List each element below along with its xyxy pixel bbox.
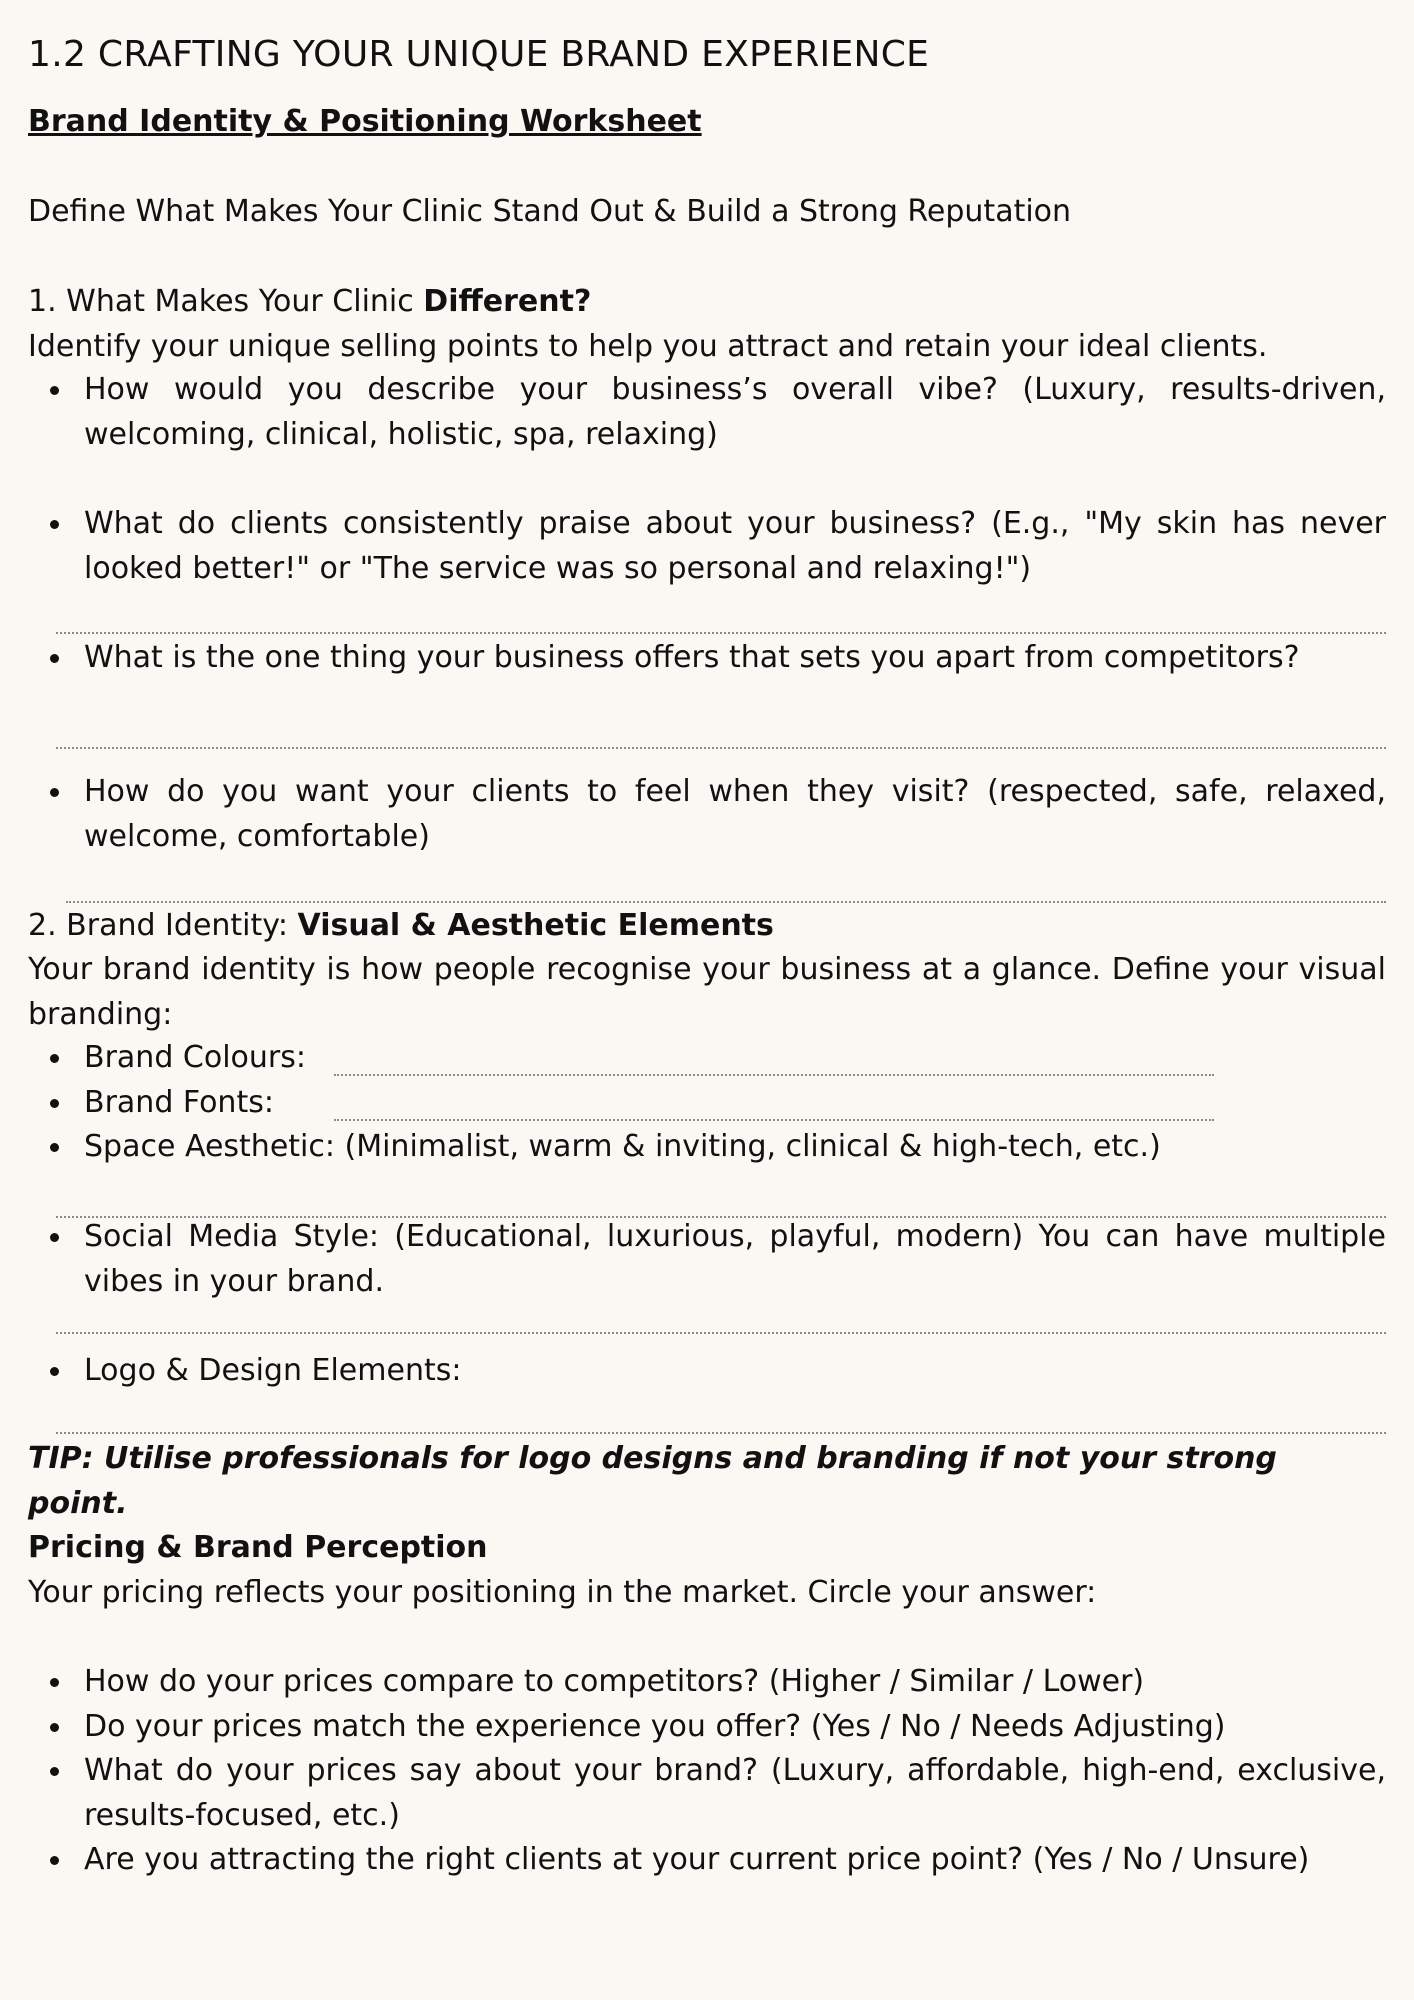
intro-text: Define What Makes Your Clinic Stand Out & Build a Strong Reputation: [28, 194, 1072, 229]
list-item: What do your prices say about your brand? (Luxury, affordable, high-end, exclusive, results-focused, etc.): [28, 1749, 1386, 1838]
brand-fonts-input-line[interactable]: [334, 1119, 1214, 1121]
social-media-style-item: Social Media Style: (Educational, luxurious, playful, modern) You can have multiple vibes in your brand.: [28, 1215, 1386, 1304]
section2-heading: [28, 904, 1386, 949]
section1-question-list: [28, 770, 1386, 859]
answer-line[interactable]: [56, 1432, 1386, 1434]
section1-question-list: [28, 636, 1386, 681]
section1-question-list: [28, 502, 1386, 591]
answer-line[interactable]: [56, 747, 1386, 749]
visual-elements-list: [28, 1036, 1386, 1170]
brand-fonts-item: [28, 1081, 1386, 1126]
list-item: How do you want your clients to feel when they visit? (respected, safe, relaxed, welcome, comfortable): [28, 770, 1386, 859]
brand-fonts-label: Brand Fonts:: [84, 1084, 274, 1120]
list-item: What is the one thing your business offers that sets you apart from competitors?: [28, 636, 1386, 681]
section1-heading-prefix: 1. What Makes Your Clinic: [28, 284, 424, 319]
section1-heading-bold: Different?: [423, 284, 592, 319]
visual-elements-list: [28, 1215, 1386, 1304]
list-item: How do your prices compare to competitors? (Higher / Similar / Lower): [28, 1660, 1386, 1705]
section2-heading-prefix: 2. Brand Identity:: [28, 908, 298, 943]
page-title: 1.2 CRAFTING YOUR UNIQUE BRAND EXPERIENCE: [28, 34, 930, 75]
section2-heading-bold: Visual & Aesthetic Elements: [297, 908, 774, 943]
section1-heading: [28, 280, 1386, 325]
tip-text: TIP: Utilise professionals for logo designs and branding if not your strong point.: [28, 1441, 1277, 1521]
section1-description: Identify your unique selling points to help you attract and retain your ideal clients.: [28, 329, 1268, 364]
pricing-question-list: [28, 1660, 1386, 1883]
brand-colours-label: Brand Colours:: [84, 1040, 306, 1075]
visual-elements-list: [28, 1349, 1386, 1394]
pricing-heading: Pricing & Brand Perception: [28, 1530, 488, 1565]
section2-description: Your brand identity is how people recognise your business at a glance. Define your visual branding:: [28, 952, 1386, 1032]
brand-colours-item: [28, 1036, 1386, 1081]
answer-line[interactable]: [66, 901, 1386, 903]
pricing-description: Your pricing reflects your positioning in the market. Circle your answer:: [28, 1575, 1097, 1610]
answer-line[interactable]: [56, 632, 1386, 634]
space-aesthetic-item: Space Aesthetic: (Minimalist, warm & inviting, clinical & high-tech, etc.): [28, 1125, 1386, 1170]
worksheet-subtitle: Brand Identity & Positioning Worksheet: [28, 104, 702, 139]
brand-colours-input-line[interactable]: [334, 1074, 1214, 1076]
list-item: Are you attracting the right clients at your current price point? (Yes / No / Unsure): [28, 1838, 1386, 1883]
list-item: How would you describe your business’s overall vibe? (Luxury, results-driven, welcoming, clinical, holistic, spa, relaxing): [28, 368, 1386, 457]
list-item: What do clients consistently praise about your business? (E.g., "My skin has never looked better!" or "The service was so personal and relaxing!"): [28, 502, 1386, 591]
answer-line[interactable]: [56, 1332, 1386, 1334]
logo-design-item: Logo & Design Elements:: [28, 1349, 1386, 1394]
section1-question-list: [28, 368, 1386, 457]
list-item: Do your prices match the experience you offer? (Yes / No / Needs Adjusting): [28, 1705, 1386, 1750]
